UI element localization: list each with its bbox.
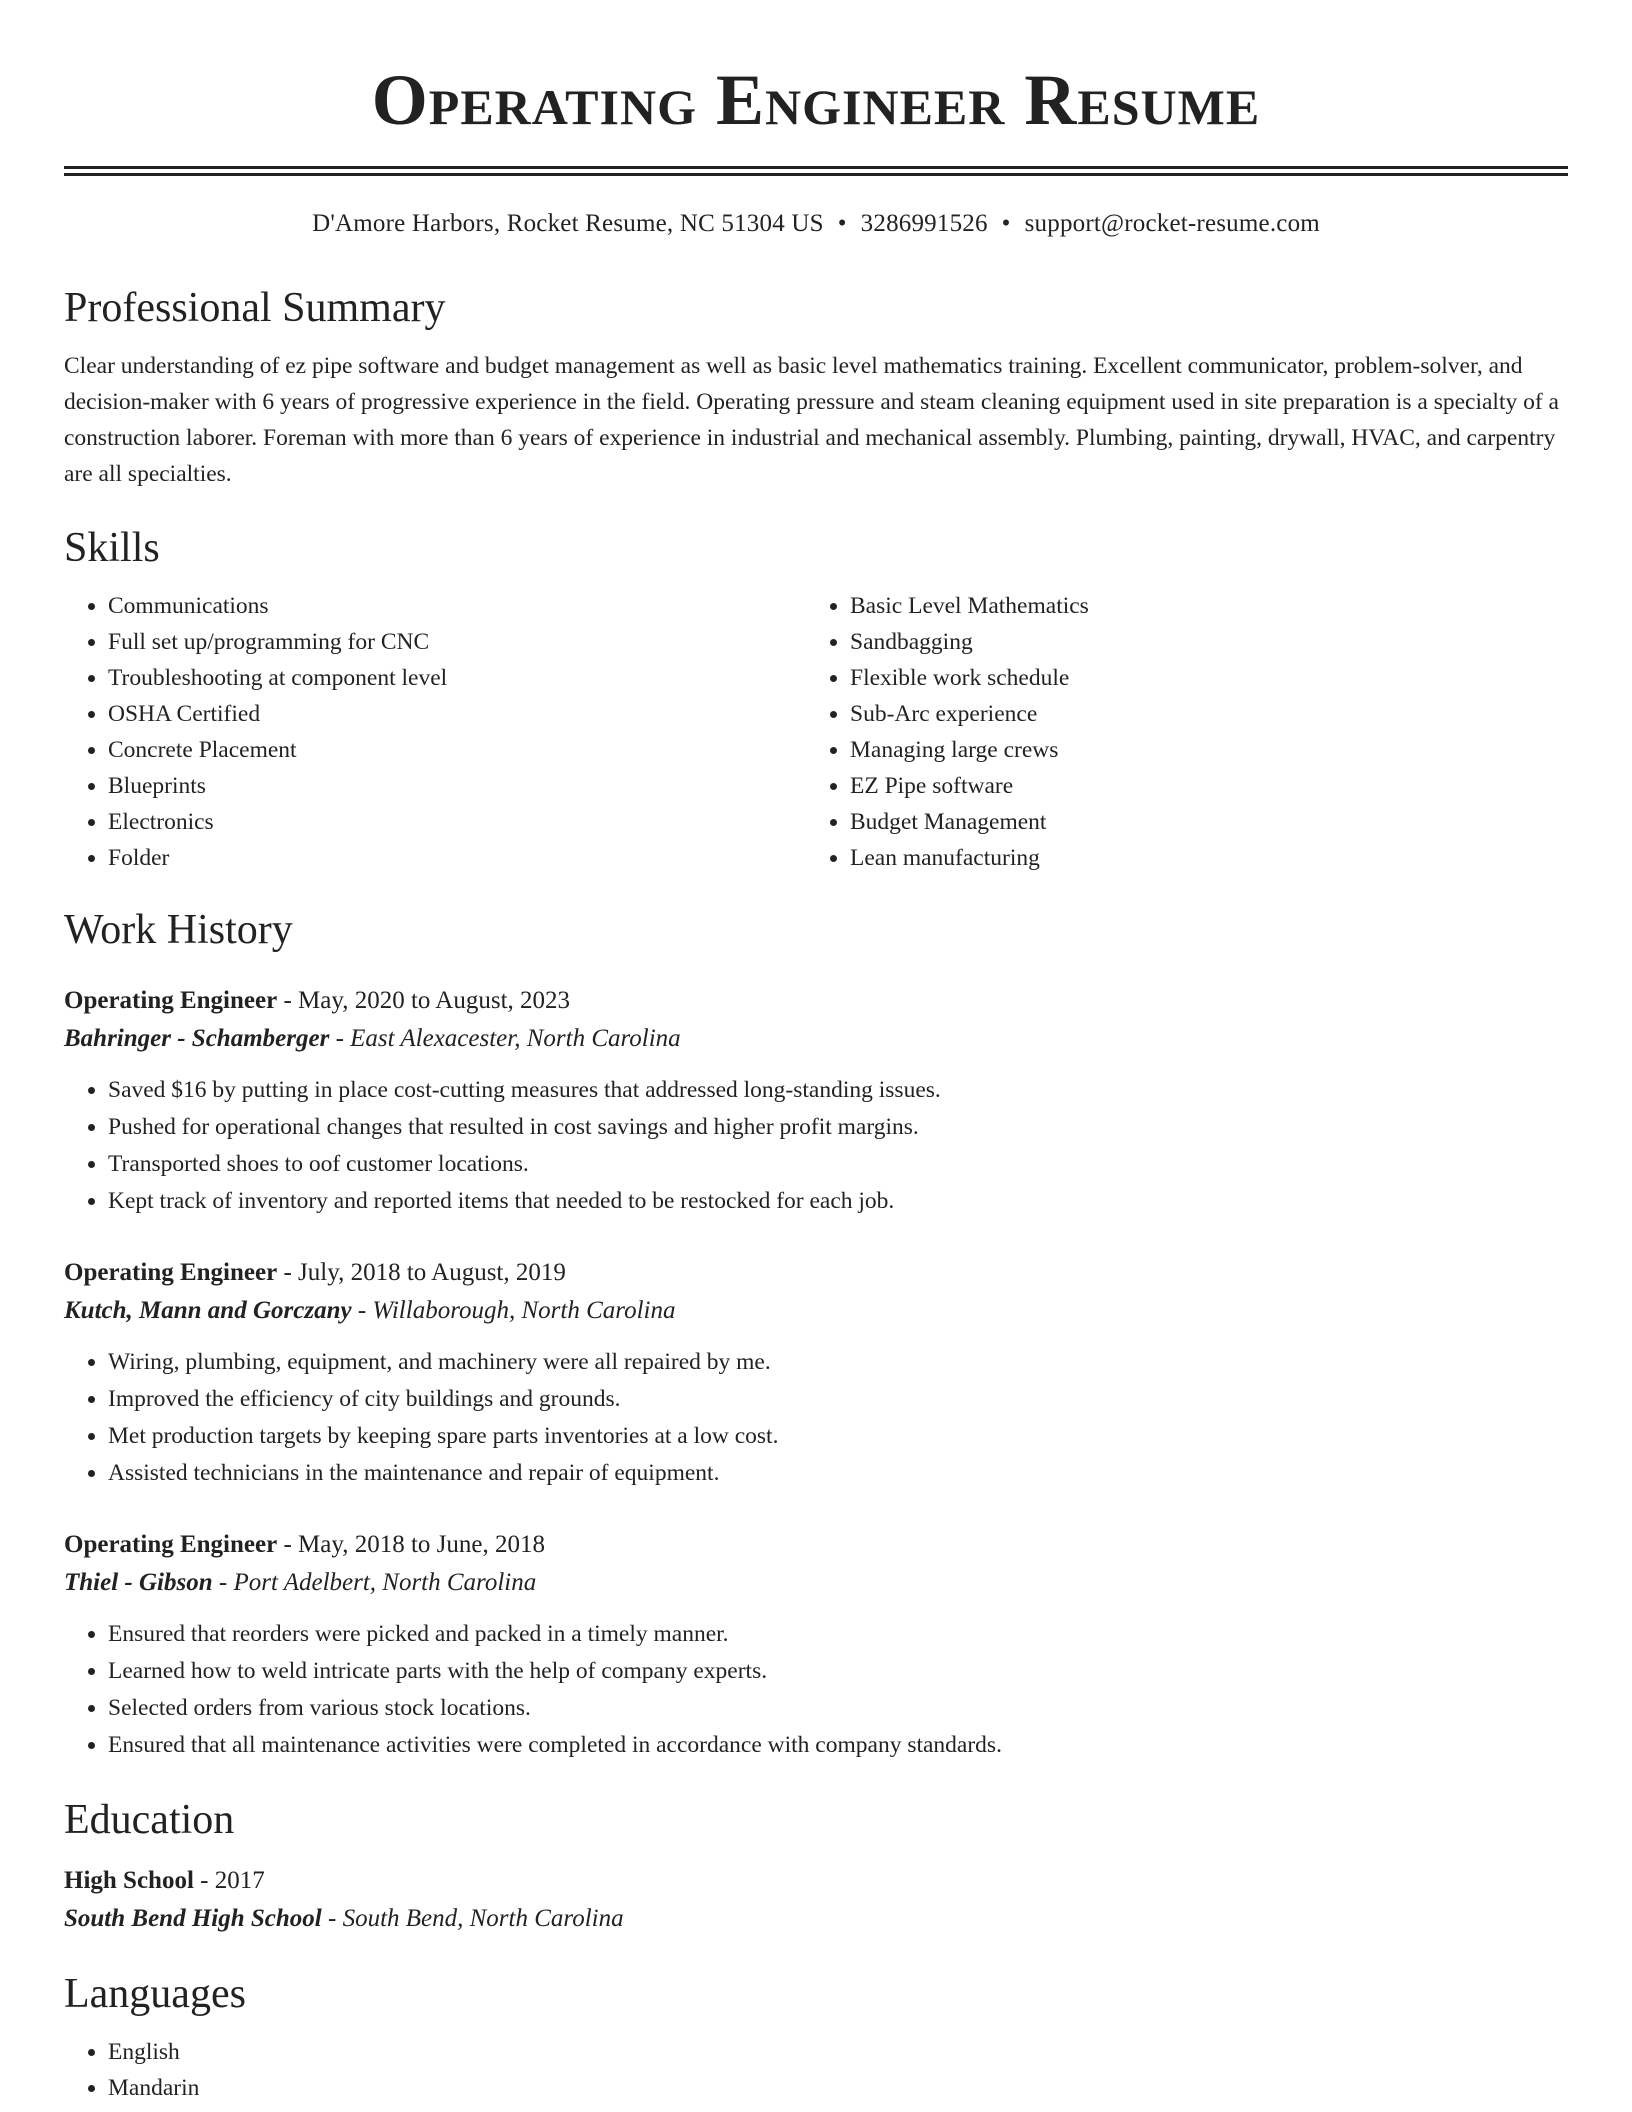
job-title-line: Operating Engineer - July, 2018 to August, 2019	[64, 1259, 566, 1286]
education-location: South Bend, North Carolina	[342, 1905, 624, 1932]
job-duty-item: • Ensured that reorders were picked and packed in a timely manner.	[108, 1616, 1568, 1653]
job-duty-item: • Assisted technicians in the maintenance and repair of equipment.	[108, 1455, 1568, 1492]
skills-heading: Skills	[64, 525, 160, 571]
skill-item: • Folder	[108, 840, 806, 876]
education-entry	[64, 1862, 1568, 1938]
job-duty-item: • Transported shoes to oof customer locations.	[108, 1146, 1568, 1183]
education-degree-line: High School - 2017	[64, 1867, 265, 1894]
education-year: 2017	[214, 1867, 265, 1894]
contact-separator: •	[1001, 210, 1011, 237]
skill-item: • Budget Management	[850, 804, 1550, 840]
job-title: Operating Engineer	[64, 987, 278, 1014]
skill-item: • Flexible work schedule	[850, 660, 1550, 696]
job-duty-item: • Kept track of inventory and reported items that needed to be restocked for each job.	[108, 1183, 1568, 1220]
skill-item: • Sandbagging	[850, 624, 1550, 660]
job-title-line: Operating Engineer - May, 2020 to August, 2023	[64, 987, 571, 1014]
resume-page	[64, 0, 1568, 2106]
job-duty-item: • Learned how to weld intricate parts with the help of company experts.	[108, 1653, 1568, 1690]
skills-column-right	[806, 588, 1550, 876]
contact-line	[64, 208, 1568, 240]
languages-list	[64, 2034, 1568, 2106]
skill-item: • Basic Level Mathematics	[850, 588, 1550, 624]
job-duty-item: • Improved the efficiency of city buildings and grounds.	[108, 1381, 1568, 1418]
language-item: • Mandarin	[108, 2070, 1568, 2106]
contact-address: D'Amore Harbors, Rocket Resume, NC 51304 US	[312, 210, 824, 237]
skill-item: • Managing large crews	[850, 732, 1550, 768]
job-title-line: Operating Engineer - May, 2018 to June, 2018	[64, 1531, 545, 1558]
job-title: Operating Engineer	[64, 1531, 278, 1558]
skill-item: • Full set up/programming for CNC	[108, 624, 806, 660]
job-company: Bahringer - Schamberger	[64, 1025, 330, 1052]
job-entry	[64, 1254, 1568, 1492]
education-school-line: South Bend High School - South Bend, North Carolina	[64, 1905, 624, 1932]
job-company: Kutch, Mann and Gorczany	[64, 1297, 352, 1324]
resume-title: Operating Engineer Resume	[371, 60, 1261, 140]
job-entry	[64, 982, 1568, 1220]
languages-heading: Languages	[64, 1971, 246, 2017]
job-duty-item: • Met production targets by keeping spare parts inventories at a low cost.	[108, 1418, 1568, 1455]
skill-item: • Communications	[108, 588, 806, 624]
job-dates: May, 2018 to June, 2018	[298, 1531, 545, 1558]
job-location: Port Adelbert, North Carolina	[233, 1569, 537, 1596]
job-location: Willaborough, North Carolina	[372, 1297, 676, 1324]
job-entry	[64, 1526, 1568, 1764]
job-company-line: Bahringer - Schamberger - East Alexacester, North Carolina	[64, 1025, 681, 1052]
job-dates: May, 2020 to August, 2023	[298, 987, 571, 1014]
skill-item: • Lean manufacturing	[850, 840, 1550, 876]
skill-item: • Electronics	[108, 804, 806, 840]
language-item: • English	[108, 2034, 1568, 2070]
skill-item: • Sub-Arc experience	[850, 696, 1550, 732]
job-duties	[64, 1616, 1568, 1764]
skill-item: • Concrete Placement	[108, 732, 806, 768]
education-heading: Education	[64, 1797, 235, 1843]
job-company-line: Thiel - Gibson - Port Adelbert, North Carolina	[64, 1569, 537, 1596]
skills-list	[64, 588, 1568, 876]
job-duties	[64, 1344, 1568, 1492]
job-dates: July, 2018 to August, 2019	[298, 1259, 566, 1286]
job-company-line: Kutch, Mann and Gorczany - Willaborough, North Carolina	[64, 1297, 676, 1324]
skills-column-left	[64, 588, 806, 876]
skill-item: • Troubleshooting at component level	[108, 660, 806, 696]
contact-phone: 3286991526	[860, 210, 988, 237]
job-duty-item: • Selected orders from various stock locations.	[108, 1690, 1568, 1727]
job-duty-item: • Saved $16 by putting in place cost-cutting measures that addressed long-standing issues.	[108, 1072, 1568, 1109]
contact-separator: •	[837, 210, 847, 237]
education-degree: High School	[64, 1867, 194, 1894]
work-history-heading: Work History	[64, 907, 293, 953]
skill-item: • EZ Pipe software	[850, 768, 1550, 804]
title-divider	[64, 166, 1568, 176]
summary-text: Clear understanding of ez pipe software and budget management as well as basic level mathematics training. Excellent communicator, problem-solver, and decision-maker with 6 years of progressive experience in the field. Operating pressure and steam cleaning equipment used in site preparation is a specialty of a construction laborer. Foreman with more than 6 years of experience in industrial and mechanical assembly. Plumbing, painting, drywall, HVAC, and carpentry are all specialties.	[64, 353, 1559, 487]
skill-item: • Blueprints	[108, 768, 806, 804]
education-school: South Bend High School	[64, 1905, 322, 1932]
job-company: Thiel - Gibson	[64, 1569, 213, 1596]
job-location: East Alexacester, North Carolina	[350, 1025, 681, 1052]
job-duty-item: • Wiring, plumbing, equipment, and machinery were all repaired by me.	[108, 1344, 1568, 1381]
contact-email[interactable]: support@rocket-resume.com	[1024, 210, 1320, 237]
job-duties	[64, 1072, 1568, 1220]
job-duty-item: • Ensured that all maintenance activities were completed in accordance with company standards.	[108, 1727, 1568, 1764]
job-title: Operating Engineer	[64, 1259, 278, 1286]
skill-item: • OSHA Certified	[108, 696, 806, 732]
job-duty-item: • Pushed for operational changes that resulted in cost savings and higher profit margins.	[108, 1109, 1568, 1146]
summary-heading: Professional Summary	[64, 285, 446, 331]
